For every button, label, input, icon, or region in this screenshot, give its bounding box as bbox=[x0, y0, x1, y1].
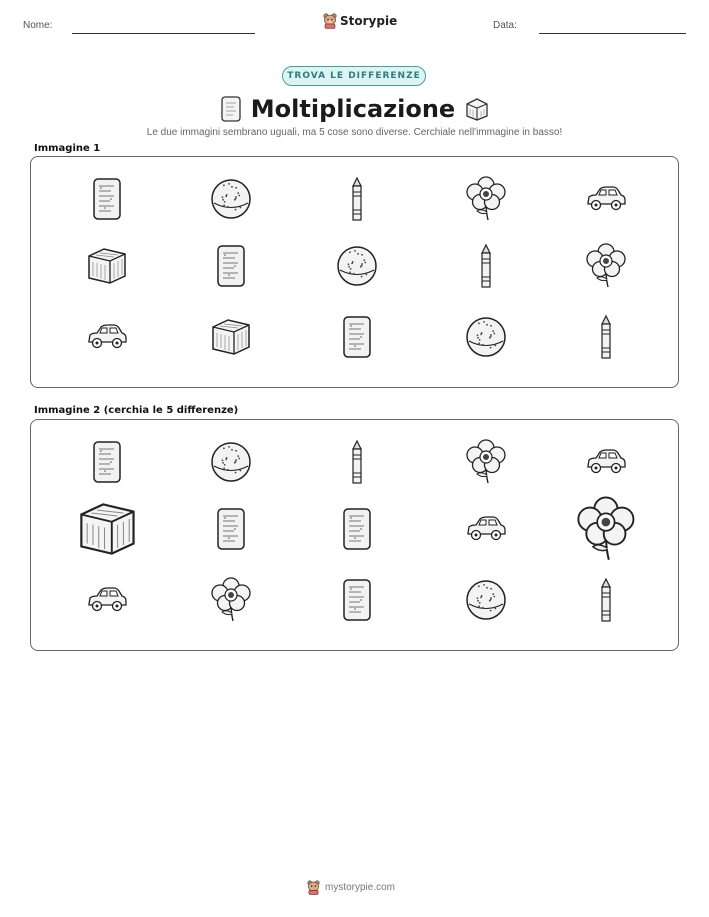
name-line bbox=[72, 33, 255, 34]
flower-icon[interactable] bbox=[464, 439, 508, 489]
car-icon[interactable] bbox=[86, 586, 128, 618]
flower-icon[interactable] bbox=[209, 577, 253, 627]
cracker-icon[interactable] bbox=[91, 440, 123, 488]
cracker-icon[interactable] bbox=[341, 578, 373, 626]
wooden-block-icon bbox=[464, 96, 490, 122]
brand-name: Storypie bbox=[340, 14, 398, 28]
page-title: Moltiplicazione bbox=[250, 95, 456, 123]
car-icon[interactable] bbox=[585, 448, 627, 480]
car-icon bbox=[585, 185, 627, 217]
wooden-block-icon bbox=[86, 246, 128, 290]
wooden-block-icon bbox=[210, 317, 252, 361]
bear-mascot-icon bbox=[307, 880, 320, 895]
flower-icon bbox=[584, 243, 628, 293]
wooden-block-icon[interactable] bbox=[77, 500, 138, 562]
date-line bbox=[539, 33, 686, 34]
flower-icon bbox=[464, 176, 508, 226]
worksheet-type-badge: TROVA LE DIFFERENZE bbox=[282, 66, 426, 86]
picture-panel-2[interactable] bbox=[30, 419, 679, 651]
crayon-icon bbox=[349, 176, 365, 226]
picture-panel-1 bbox=[30, 156, 679, 388]
cookie-icon[interactable] bbox=[465, 579, 507, 625]
cracker-icon bbox=[215, 244, 247, 292]
footer-url: mystorypie.com bbox=[325, 882, 396, 893]
car-icon[interactable] bbox=[465, 515, 507, 547]
cracker-icon bbox=[91, 177, 123, 225]
footer bbox=[307, 880, 395, 895]
title-row bbox=[220, 93, 490, 125]
flower-icon[interactable] bbox=[574, 496, 638, 567]
cracker-icon bbox=[341, 315, 373, 363]
bear-mascot-icon bbox=[323, 13, 337, 29]
crayon-icon bbox=[598, 314, 614, 364]
cookie-icon bbox=[465, 316, 507, 362]
cracker-icon[interactable] bbox=[341, 507, 373, 555]
cookie-icon bbox=[210, 178, 252, 224]
crayon-icon[interactable] bbox=[349, 439, 365, 489]
instructions-text: Le due immagini sembrano uguali, ma 5 cose sono diverse. Cerchiale nell'immagine in basso! bbox=[146, 127, 563, 138]
crayon-icon bbox=[478, 243, 494, 293]
date-label: Data: bbox=[493, 20, 517, 31]
cookie-icon[interactable] bbox=[210, 441, 252, 487]
brand-logo bbox=[323, 13, 397, 29]
cracker-icon[interactable] bbox=[215, 507, 247, 555]
panel-1-label: Immagine 1 bbox=[34, 143, 101, 154]
name-label: Nome: bbox=[23, 20, 53, 31]
car-icon bbox=[86, 323, 128, 355]
cookie-icon bbox=[336, 245, 378, 291]
cracker-icon bbox=[220, 95, 242, 123]
crayon-icon[interactable] bbox=[598, 577, 614, 627]
panel-2-label: Immagine 2 (cerchia le 5 differenze) bbox=[34, 405, 239, 416]
